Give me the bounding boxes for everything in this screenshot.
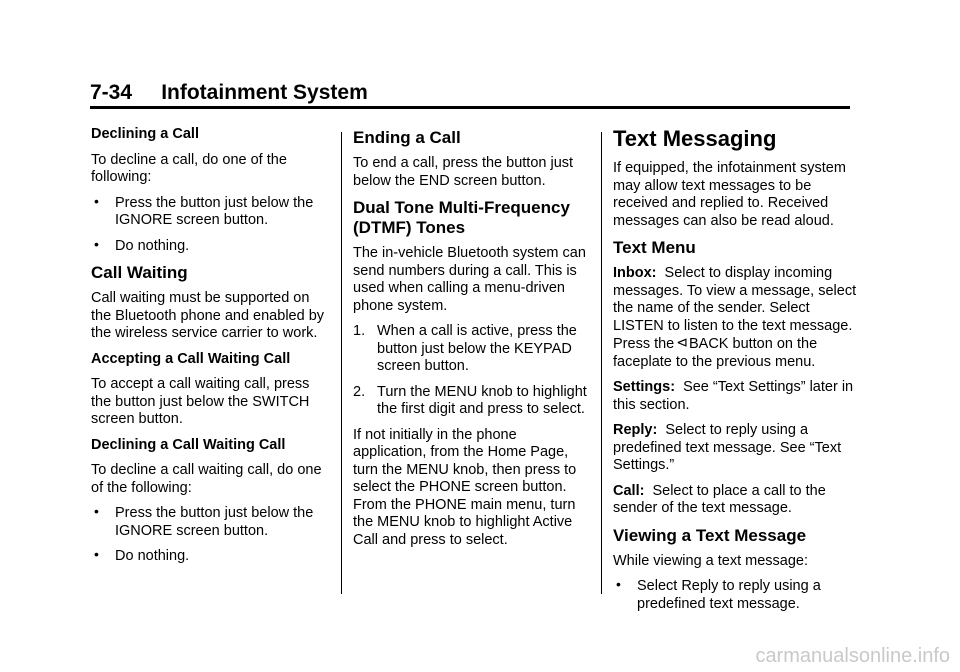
bullet-icon: • bbox=[94, 546, 99, 562]
list-item bbox=[353, 384, 590, 419]
inbox-text-b: BACK button on the faceplate to the previous menu. bbox=[613, 336, 818, 370]
viewing-intro: While viewing a text message: bbox=[613, 552, 809, 569]
call-entry bbox=[613, 483, 858, 518]
settings-text: See “Text Settings” later in this section. bbox=[613, 379, 854, 413]
back-icon: ⊲ bbox=[676, 334, 688, 350]
ending-call-body: To end a call, press the button just below the END screen button. bbox=[353, 155, 574, 189]
column-3 bbox=[613, 126, 858, 621]
inbox-term: Inbox: bbox=[613, 265, 657, 281]
accepting-call-body: To accept a call waiting call, press the button just below the SWITCH screen button. bbox=[91, 376, 310, 427]
settings-entry bbox=[613, 379, 858, 414]
list-item bbox=[353, 323, 590, 376]
dtmf-note: If not initially in the phone application, from the Home Page, turn the MENU knob, then press to select the PHONE screen button. From the PHONE main menu, turn the MENU knob to highlight Active Call and press to select. bbox=[353, 426, 577, 548]
reply-entry bbox=[613, 422, 858, 475]
settings-term: Settings: bbox=[613, 379, 676, 395]
list-item bbox=[91, 505, 328, 540]
page-header-title: 7-34 Infotainment System bbox=[90, 81, 368, 104]
declining-call-heading: Declining a Call bbox=[91, 126, 199, 142]
call-waiting-title: Call Waiting bbox=[91, 263, 188, 282]
declining-call-intro: To decline a call, do one of the following: bbox=[91, 151, 287, 185]
watermark: carmanualsonline.info bbox=[755, 645, 950, 667]
text-menu-title: Text Menu bbox=[613, 238, 696, 257]
list-item-text: Select Reply to reply using a predefined text message. bbox=[637, 578, 821, 612]
column-divider-1 bbox=[341, 132, 342, 594]
list-item-text: Do nothing. bbox=[115, 237, 190, 254]
ending-call-title: Ending a Call bbox=[353, 128, 461, 147]
bullet-icon: • bbox=[94, 192, 99, 209]
viewing-title: Viewing a Text Message bbox=[613, 525, 807, 545]
column-1 bbox=[91, 126, 328, 574]
list-item-text: Press the button just below the IGNORE screen button. bbox=[115, 505, 314, 539]
step-number: 1. bbox=[353, 323, 366, 339]
accepting-call-heading: Accepting a Call Waiting Call bbox=[91, 350, 291, 367]
call-text: Select to place a call to the sender of the text message. bbox=[613, 482, 826, 516]
declining-waiting-intro: To decline a call waiting call, do one of the following: bbox=[91, 462, 322, 496]
list-item bbox=[91, 192, 328, 230]
call-term: Call: bbox=[613, 482, 645, 499]
step-number: 2. bbox=[353, 383, 366, 400]
list-item-text: Do nothing. bbox=[115, 548, 190, 564]
list-item-text: Press the button just below the IGNORE screen button. bbox=[115, 194, 314, 228]
inbox-text-a: Select to display incoming messages. To view a message, select the name of the sender. Select LISTEN to listen to the text message. Press the bbox=[613, 265, 857, 352]
dtmf-body: The in-vehicle Bluetooth system can send numbers during a call. This is used when calling a menu-driven phone system. bbox=[353, 245, 586, 314]
call-waiting-body: Call waiting must be supported on the Bluetooth phone and enabled by the wireless service carrier to work. bbox=[91, 290, 325, 341]
dtmf-title: Dual Tone Multi-Frequency (DTMF) Tones bbox=[353, 198, 570, 237]
step-text: When a call is active, press the button just below the KEYPAD screen button. bbox=[377, 323, 577, 374]
bullet-icon: • bbox=[94, 503, 99, 519]
bullet-icon: • bbox=[616, 576, 621, 592]
reply-text: Select to reply using a predefined text message. See “Text Settings.” bbox=[613, 422, 842, 473]
text-messaging-title: Text Messaging bbox=[613, 126, 777, 151]
list-item bbox=[91, 235, 328, 256]
page-header bbox=[90, 80, 850, 109]
text-messaging-body: If equipped, the infotainment system may allow text messages to be received and replied to. Received messages can also be read aloud. bbox=[613, 160, 846, 229]
list-item bbox=[613, 578, 858, 613]
inbox-entry bbox=[613, 265, 858, 371]
declining-waiting-heading: Declining a Call Waiting Call bbox=[91, 436, 286, 453]
bullet-icon: • bbox=[94, 235, 99, 252]
column-2 bbox=[353, 126, 590, 557]
list-item bbox=[91, 548, 328, 566]
column-divider-2 bbox=[601, 132, 602, 594]
reply-term: Reply: bbox=[613, 422, 658, 438]
step-text: Turn the MENU knob to highlight the first digit and press to select. bbox=[377, 383, 587, 417]
